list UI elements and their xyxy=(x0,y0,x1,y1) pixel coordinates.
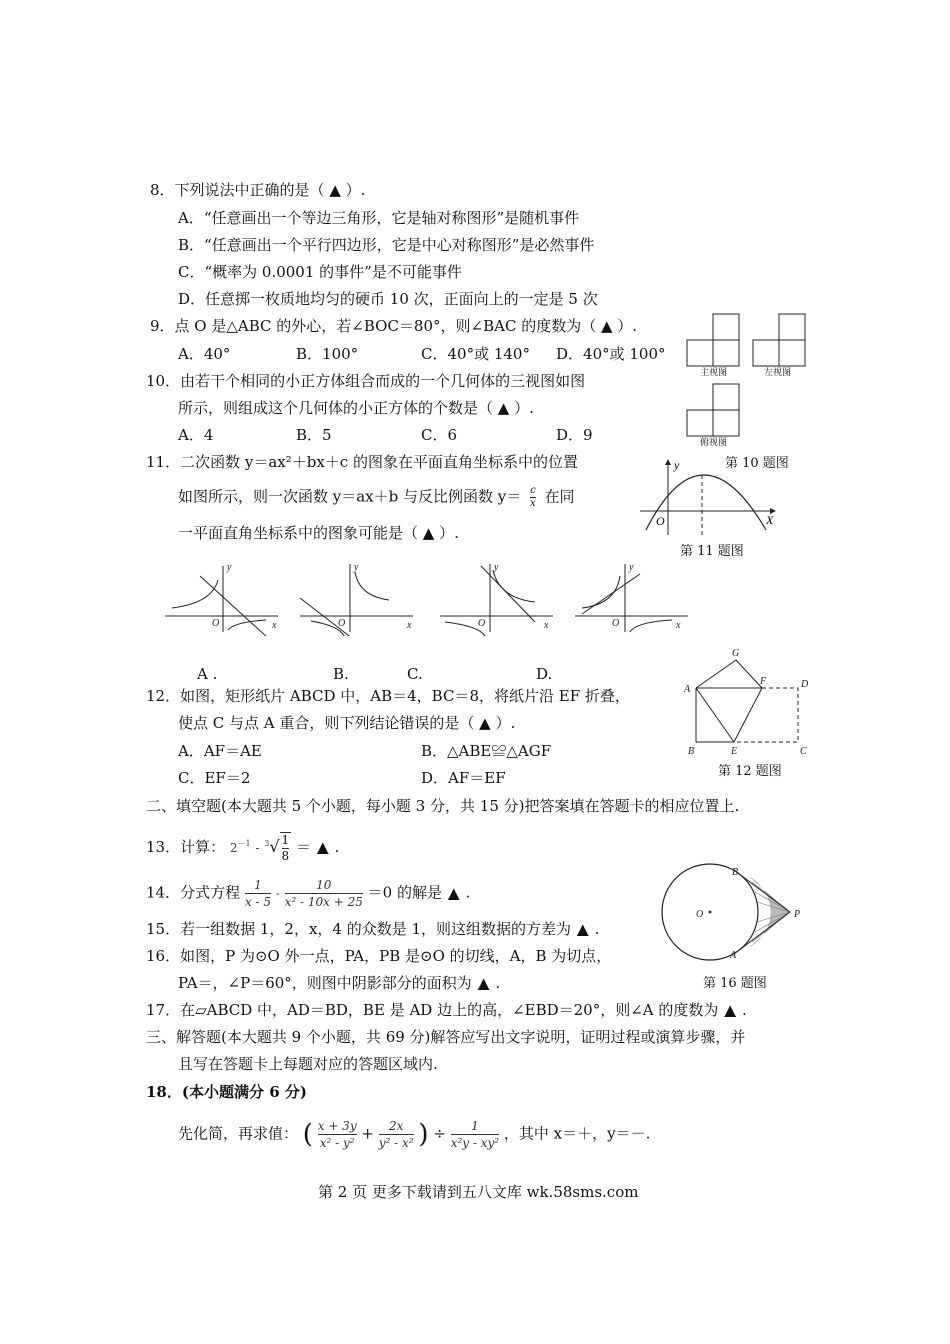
arrow-icon xyxy=(665,459,671,465)
q13-answer-blank: ▲ xyxy=(316,838,329,856)
q12-segment-ae xyxy=(696,688,734,742)
q16-tangent-pb xyxy=(734,870,790,912)
front-view-square xyxy=(713,314,739,340)
q11-graph-b-origin: O xyxy=(338,618,346,629)
left-paren-icon: ( xyxy=(302,1119,313,1150)
q11-graph-d xyxy=(575,564,688,632)
q18-f1-denominator: x² - y² xyxy=(319,1136,355,1150)
q18-fraction-1 xyxy=(318,1118,357,1151)
q11-graph-d-origin: O xyxy=(612,618,620,629)
left-view-square xyxy=(779,314,805,340)
q11-graph-a-origin: O xyxy=(212,618,220,629)
q12-option-d: D．AF＝EF xyxy=(421,769,506,787)
q18-fraction-3 xyxy=(451,1118,499,1151)
q11-stem-line1: 11．二次函数 y＝ax²＋bx＋c 的图象在平面直角坐标系中的位置 xyxy=(146,453,578,471)
q11-parabola-figure xyxy=(638,455,783,540)
page-footer: 第 2 页 更多下载请到五八文库 wk.58sms.com xyxy=(318,1183,639,1201)
q11-option-b-label: B. xyxy=(333,665,349,683)
q16-center-point xyxy=(709,911,712,914)
q17-line xyxy=(146,1000,747,1020)
q14-line xyxy=(146,877,470,910)
q14-fraction-1 xyxy=(245,877,271,910)
q11-caption: 第 11 题图 xyxy=(680,544,744,559)
section3-line1: 三、解答题(本大题共 9 个小题，共 69 分)解答应写出文字说明，证明过程或演算步骤，并 xyxy=(146,1028,746,1046)
q13-minus: - xyxy=(255,841,260,855)
q12-fold-figure xyxy=(680,642,815,762)
right-paren-icon: ) xyxy=(418,1119,429,1150)
q10-option-c: C．6 xyxy=(421,426,458,444)
q13-base: 2 xyxy=(229,841,238,855)
q11-graph-c-origin: O xyxy=(478,618,486,629)
q11-stem-line3: 一平面直角坐标系中的图象可能是（ ▲ ）. xyxy=(178,524,459,542)
q12-stem-line2: 使点 C 与点 A 重合，则下列结论错误的是（ ▲ ）. xyxy=(178,714,516,732)
q13-denominator: 8 xyxy=(281,849,290,863)
q18-f2-denominator: y² - x² xyxy=(378,1136,414,1150)
q16-end: . xyxy=(495,974,501,992)
q17-answer-blank: ▲ xyxy=(724,1001,736,1019)
q9-stem: 9．点 O 是△ABC 的外心，若∠BOC＝80°，则∠BAC 的度数为（ ▲ ）. xyxy=(150,317,638,335)
q10-stem-line1: 10．由若干个相同的小正方体组合而成的一个几何体的三视图如图 xyxy=(146,372,586,390)
q13-fraction xyxy=(280,832,292,864)
q10-option-b: B．5 xyxy=(296,426,332,444)
q10-three-view-figure xyxy=(685,310,815,475)
left-view-square xyxy=(779,340,805,366)
q12-label-e: E xyxy=(731,746,738,757)
q14-tail: ＝0 的解是 xyxy=(367,883,442,902)
front-view-square xyxy=(713,340,739,366)
q13-numerator: 1 xyxy=(281,833,290,847)
section3-line2: 且写在答题卡上每题对应的答题区域内. xyxy=(178,1055,438,1073)
q18-tail: ，其中 x＝＋，y＝－. xyxy=(503,1124,651,1143)
q8-option-d: D．任意掷一枚质地均匀的硬币 10 次，正面向上的一定是 5 次 xyxy=(178,290,598,308)
top-view-square xyxy=(713,410,739,436)
q12-option-c: C．EF＝2 xyxy=(178,769,251,787)
q12-caption: 第 12 题图 xyxy=(718,764,782,779)
q10-caption: 第 10 题图 xyxy=(725,456,789,471)
q12-option-a: A．AF＝AE xyxy=(178,742,262,760)
q10-stem-line2: 所示，则组成这个几何体的小正方体的个数是（ ▲ ）. xyxy=(178,399,534,417)
top-view-square xyxy=(713,384,739,410)
q16-label-p: P xyxy=(794,909,801,920)
q13-equals: ＝ xyxy=(295,838,311,856)
q18-f3-denominator: x²y - xy² xyxy=(450,1136,500,1150)
q8-option-a: A．“任意画出一个等边三角形，它是轴对称图形”是随机事件 xyxy=(178,209,580,227)
q16-answer-blank: ▲ xyxy=(477,974,490,992)
q11-graph-c xyxy=(440,564,553,636)
q9-option-c: C．40°或 140° xyxy=(421,345,530,363)
q12-option-b: B．△ABE≌△AGF xyxy=(421,742,552,760)
q16-caption: 第 16 题图 xyxy=(703,976,767,991)
q11-graph-a xyxy=(165,566,278,636)
q14-f2-denominator: x² - 10x + 25 xyxy=(284,895,363,909)
q11-graph-c-x: x xyxy=(544,620,549,631)
q14-prefix: 14．分式方程 xyxy=(146,883,241,902)
q18-expression xyxy=(178,1118,650,1151)
sqrt-icon: √ xyxy=(269,837,280,856)
q11-graph-b xyxy=(300,564,413,636)
q15-line xyxy=(146,919,599,939)
q14-minus: - xyxy=(275,886,280,901)
q11-graph-d-x: x xyxy=(676,620,681,631)
q10-left-view-label: 左视图 xyxy=(764,368,792,378)
q15-end: . xyxy=(594,920,600,938)
q12-label-f: F xyxy=(760,676,767,687)
q11-y-label: y xyxy=(674,458,680,472)
q11-graph-c-y: y xyxy=(494,562,499,573)
q11-stem-line2-tail: 在同 xyxy=(544,487,575,506)
q16-shaded-region xyxy=(748,876,790,948)
top-view-square xyxy=(687,410,713,436)
q11-stem-line2 xyxy=(178,485,574,510)
q14-f2-numerator: 10 xyxy=(285,877,363,894)
q11-option-c-label: C. xyxy=(407,665,423,683)
q18-f2-numerator: 2x xyxy=(379,1118,414,1135)
q10-top-view-label: 俯视图 xyxy=(700,438,728,448)
q8-stem: 8．下列说法中正确的是（ ▲ ）. xyxy=(150,181,366,199)
q11-fraction-denominator: x xyxy=(530,498,536,509)
q13-end: . xyxy=(334,838,340,856)
q12-fold-line-ef xyxy=(734,688,762,742)
q16-label-o: O xyxy=(696,909,704,920)
q18-f1-numerator: x + 3y xyxy=(317,1119,357,1133)
q13-line xyxy=(146,832,339,864)
q16-label-a: A xyxy=(730,950,737,961)
q12-stem-line1: 12．如图，矩形纸片 ABCD 中，AB＝4，BC＝8，将纸片沿 EF 折叠， xyxy=(146,687,630,705)
q11-option-d-label: D. xyxy=(536,665,553,683)
q9-option-d: D．40°或 100° xyxy=(556,345,666,363)
q13-prefix: 13．计算： xyxy=(146,838,226,856)
q12-label-b: B xyxy=(688,746,695,757)
q8-option-b: B．“任意画出一个平行四边形，它是中心对称图形”是必然事件 xyxy=(178,236,595,254)
q17-end: . xyxy=(741,1001,747,1019)
q13-exponent: －1 xyxy=(237,839,251,848)
q11-fraction xyxy=(530,485,536,510)
q12-label-a: A xyxy=(684,684,691,695)
q16-line2 xyxy=(178,973,500,993)
q10-option-a: A．4 xyxy=(178,426,214,444)
q18-prefix: 先化简，再求值： xyxy=(178,1124,299,1143)
q16-line1: 16．如图，P 为⊙O 外一点，PA，PB 是⊙O 的切线，A，B 为切点， xyxy=(146,947,612,965)
q12-label-g: G xyxy=(732,648,740,659)
q11-graph-a-y: y xyxy=(227,562,232,573)
q15-text: 15．若一组数据 1，2，x，4 的众数是 1，则这组数据的方差为 xyxy=(146,920,572,938)
q11-graph-b-x: x xyxy=(407,620,412,631)
q8-option-c: C．“概率为 0.0001 的事件”是不可能事件 xyxy=(178,263,462,281)
q11-graph-d-y: y xyxy=(629,562,634,573)
q11-fraction-numerator: c xyxy=(530,485,536,496)
divide-icon: ÷ xyxy=(433,1124,446,1143)
q11-option-a-label: A . xyxy=(197,665,218,683)
q9-option-b: B．100° xyxy=(296,345,359,363)
q10-option-d: D．9 xyxy=(556,426,593,444)
q18-f3-numerator: 1 xyxy=(451,1118,499,1135)
section2-heading: 二、填空题(本大题共 5 个小题，每小题 3 分，共 15 分)把答案填在答题卡的相应位置上. xyxy=(146,797,740,815)
q14-f1-numerator: 1 xyxy=(245,877,271,894)
q12-original-part xyxy=(734,688,798,742)
q12-label-c: C xyxy=(800,746,807,757)
q9-option-a: A．40° xyxy=(178,345,231,363)
left-view-square xyxy=(753,340,779,366)
q11-x-label: X xyxy=(766,513,774,527)
q10-front-view-label: 主视图 xyxy=(700,368,728,378)
q11-origin-label: O xyxy=(656,514,665,528)
q11-option-graphs xyxy=(160,558,690,636)
q13-root-index: 3 xyxy=(264,839,270,848)
q11-stem-line2-text: 如图所示，则一次函数 y＝ax＋b 与反比例函数 y＝ xyxy=(178,487,522,506)
q12-segment-agf xyxy=(696,660,762,688)
q18-fraction-2 xyxy=(379,1118,414,1151)
q11-graph-b-y: y xyxy=(354,562,359,573)
q18-title: 18．(本小题满分 6 分) xyxy=(146,1083,307,1101)
q15-answer-blank: ▲ xyxy=(577,920,589,938)
q12-label-d: D xyxy=(801,679,809,690)
front-view-square xyxy=(687,340,713,366)
q16-label-b: B xyxy=(732,867,739,878)
q14-end: . xyxy=(465,883,471,902)
q14-fraction-2 xyxy=(285,877,363,910)
q17-text: 17．在▱ABCD 中，AD＝BD，BE 是 AD 边上的高，∠EBD＝20°，则∠A 的度数为 xyxy=(146,1001,719,1019)
q14-f1-denominator: x - 5 xyxy=(244,895,271,909)
q16-tangent-pa xyxy=(734,912,790,954)
q18-plus: + xyxy=(361,1124,374,1143)
q11-graph-a-x: x xyxy=(272,620,277,631)
q16-line2-text: PA＝，∠P＝60°，则图中阴影部分的面积为 xyxy=(178,974,472,992)
q14-answer-blank: ▲ xyxy=(447,883,460,902)
q16-circle-figure xyxy=(660,862,810,966)
